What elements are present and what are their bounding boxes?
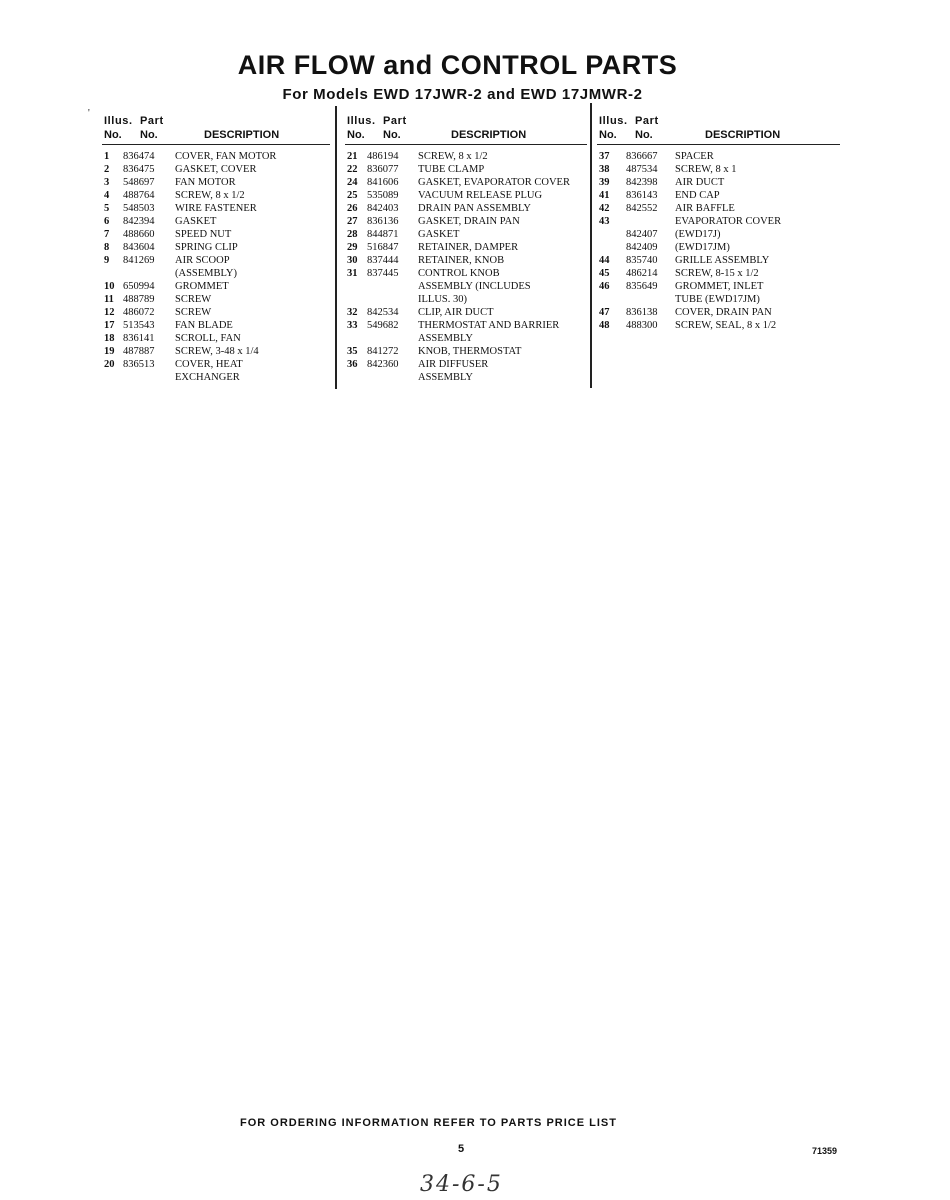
table-row <box>597 319 840 332</box>
part-number: 836513 <box>123 359 155 370</box>
table-row <box>345 241 587 254</box>
illus-number: 45 <box>599 268 610 279</box>
part-description: SCREW, SEAL, 8 x 1/2 <box>675 320 777 331</box>
part-description: SCREW, 8 x 1/2 <box>175 190 245 201</box>
ordering-note: FOR ORDERING INFORMATION REFER TO PARTS PRICE LIST <box>240 1117 617 1129</box>
table-row <box>102 358 330 371</box>
illus-number: 36 <box>347 359 358 370</box>
part-number: 842409 <box>626 242 658 253</box>
part-description: GASKET, EVAPORATOR COVER <box>418 177 570 188</box>
part-number: 843604 <box>123 242 155 253</box>
part-description: SPRING CLIP <box>175 242 238 253</box>
table-row <box>345 293 587 306</box>
part-description: THERMOSTAT AND BARRIER <box>418 320 560 331</box>
table-row <box>345 280 587 293</box>
illus-number: 18 <box>104 333 115 344</box>
part-number: 836138 <box>626 307 658 318</box>
part-number: 535089 <box>367 190 399 201</box>
illus-number: 5 <box>104 203 110 214</box>
part-description: SPACER <box>675 151 714 162</box>
illus-number: 46 <box>599 281 610 292</box>
illus-number: 1 <box>104 151 110 162</box>
part-description: ASSEMBLY <box>418 333 473 344</box>
illus-number: 24 <box>347 177 358 188</box>
tick-mark: ' <box>88 108 90 119</box>
part-description: SCREW <box>175 294 212 305</box>
table-row <box>345 150 587 163</box>
illus-number: 8 <box>104 242 110 253</box>
parts-rows <box>597 150 840 332</box>
table-row <box>102 267 330 280</box>
illus-number: 38 <box>599 164 610 175</box>
part-number: 488660 <box>123 229 155 240</box>
part-number: 842403 <box>367 203 399 214</box>
table-row <box>345 215 587 228</box>
illus-number: 35 <box>347 346 358 357</box>
illus-number: 9 <box>104 255 110 266</box>
part-number: 836077 <box>367 164 399 175</box>
part-description: ILLUS. 30) <box>418 294 467 305</box>
illus-number: 25 <box>347 190 358 201</box>
header-part: Part <box>140 115 164 127</box>
part-description: GRILLE ASSEMBLY <box>675 255 770 266</box>
part-number: 841269 <box>123 255 155 266</box>
header-part-no: No. <box>635 129 653 141</box>
illus-number: 44 <box>599 255 610 266</box>
illus-number: 20 <box>104 359 115 370</box>
header-description: DESCRIPTION <box>204 129 280 141</box>
table-row <box>597 280 840 293</box>
part-description: (EWD17JM) <box>675 242 730 253</box>
table-row <box>102 202 330 215</box>
part-description: SCREW, 3-48 x 1/4 <box>175 346 259 357</box>
part-description: END CAP <box>675 190 720 201</box>
parts-column-1 <box>102 112 330 384</box>
table-row <box>345 345 587 358</box>
illus-number: 47 <box>599 307 610 318</box>
illus-number: 21 <box>347 151 358 162</box>
table-row <box>597 267 840 280</box>
table-row <box>102 215 330 228</box>
illus-number: 29 <box>347 242 358 253</box>
part-description: SCREW <box>175 307 212 318</box>
header-description: DESCRIPTION <box>451 129 527 141</box>
part-number: 836143 <box>626 190 658 201</box>
table-row <box>345 254 587 267</box>
illus-number: 33 <box>347 320 358 331</box>
illus-number: 39 <box>599 177 610 188</box>
part-number: 836474 <box>123 151 155 162</box>
part-number: 836141 <box>123 333 155 344</box>
part-description: GROMMET <box>175 281 229 292</box>
part-number: 486072 <box>123 307 155 318</box>
illus-number: 7 <box>104 229 110 240</box>
table-row <box>597 241 840 254</box>
header-part-no: No. <box>383 129 401 141</box>
part-number: 844871 <box>367 229 399 240</box>
part-number: 487534 <box>626 164 658 175</box>
table-row <box>102 332 330 345</box>
part-description: (ASSEMBLY) <box>175 268 237 279</box>
illus-number: 22 <box>347 164 358 175</box>
table-row <box>102 163 330 176</box>
part-number: 548697 <box>123 177 155 188</box>
header-illus: Illus. <box>347 115 376 127</box>
part-description: EXCHANGER <box>175 372 240 383</box>
part-description: EVAPORATOR COVER <box>675 216 782 227</box>
part-description: RETAINER, DAMPER <box>418 242 519 253</box>
table-row <box>345 228 587 241</box>
table-row <box>345 332 587 345</box>
part-number: 836475 <box>123 164 155 175</box>
part-number: 835649 <box>626 281 658 292</box>
parts-rows <box>345 150 587 384</box>
illus-number: 2 <box>104 164 110 175</box>
table-row <box>102 319 330 332</box>
part-description: ASSEMBLY <box>418 372 473 383</box>
table-row <box>597 150 840 163</box>
header-part: Part <box>383 115 407 127</box>
part-description: VACUUM RELEASE PLUG <box>418 190 543 201</box>
part-number: 842552 <box>626 203 658 214</box>
part-number: 487887 <box>123 346 155 357</box>
table-row <box>345 267 587 280</box>
illus-number: 32 <box>347 307 358 318</box>
part-description: SCROLL, FAN <box>175 333 241 344</box>
part-number: 486194 <box>367 151 399 162</box>
part-description: CLIP, AIR DUCT <box>418 307 494 318</box>
illus-number: 17 <box>104 320 115 331</box>
table-row <box>345 358 587 371</box>
illus-number: 42 <box>599 203 610 214</box>
part-description: DRAIN PAN ASSEMBLY <box>418 203 531 214</box>
table-row <box>102 371 330 384</box>
part-number: 842534 <box>367 307 399 318</box>
part-number: 841606 <box>367 177 399 188</box>
table-row <box>597 189 840 202</box>
table-row <box>597 306 840 319</box>
part-number: 836136 <box>367 216 399 227</box>
part-description: SPEED NUT <box>175 229 232 240</box>
part-description: KNOB, THERMOSTAT <box>418 346 522 357</box>
part-description: COVER, HEAT <box>175 359 243 370</box>
table-row <box>345 306 587 319</box>
part-description: SCREW, 8-15 x 1/2 <box>675 268 759 279</box>
part-description: (EWD17J) <box>675 229 721 240</box>
illus-number: 11 <box>104 294 114 305</box>
part-description: SCREW, 8 x 1 <box>675 164 737 175</box>
part-description: CONTROL KNOB <box>418 268 500 279</box>
table-row <box>597 293 840 306</box>
part-number: 835740 <box>626 255 658 266</box>
part-number: 842398 <box>626 177 658 188</box>
header-part-no: No. <box>140 129 158 141</box>
table-row <box>102 280 330 293</box>
part-description: AIR DIFFUSER <box>418 359 489 370</box>
part-number: 488300 <box>626 320 658 331</box>
table-row <box>102 293 330 306</box>
illus-number: 3 <box>104 177 110 188</box>
page-subtitle: For Models EWD 17JWR-2 and EWD 17JMWR-2 <box>282 86 643 103</box>
part-description: AIR DUCT <box>675 177 725 188</box>
part-number: 841272 <box>367 346 399 357</box>
illus-number: 26 <box>347 203 358 214</box>
part-description: FAN BLADE <box>175 320 233 331</box>
part-description: AIR SCOOP <box>175 255 230 266</box>
part-description: AIR BAFFLE <box>675 203 735 214</box>
table-row <box>102 176 330 189</box>
part-number: 516847 <box>367 242 399 253</box>
illus-number: 19 <box>104 346 115 357</box>
illus-number: 43 <box>599 216 610 227</box>
part-description: COVER, FAN MOTOR <box>175 151 277 162</box>
page-title: AIR FLOW and CONTROL PARTS <box>237 50 678 80</box>
part-description: COVER, DRAIN PAN <box>675 307 772 318</box>
table-row <box>345 163 587 176</box>
table-row <box>597 215 840 228</box>
column-header <box>597 112 840 145</box>
illus-number: 41 <box>599 190 610 201</box>
table-row <box>345 176 587 189</box>
table-row <box>597 176 840 189</box>
part-description: GASKET <box>175 216 217 227</box>
part-description: ASSEMBLY (INCLUDES <box>418 281 531 292</box>
table-row <box>102 345 330 358</box>
part-number: 548503 <box>123 203 155 214</box>
part-number: 650994 <box>123 281 155 292</box>
part-description: RETAINER, KNOB <box>418 255 505 266</box>
part-number: 837445 <box>367 268 399 279</box>
illus-number: 12 <box>104 307 115 318</box>
part-number: 842360 <box>367 359 399 370</box>
page-number: 5 <box>458 1143 465 1155</box>
part-number: 549682 <box>367 320 399 331</box>
table-row <box>102 241 330 254</box>
column-divider <box>590 103 592 388</box>
header-illus-no: No. <box>104 129 122 141</box>
table-row <box>102 228 330 241</box>
part-description: GASKET, DRAIN PAN <box>418 216 520 227</box>
table-row <box>597 228 840 241</box>
table-row <box>345 189 587 202</box>
illus-number: 6 <box>104 216 110 227</box>
table-row <box>102 306 330 319</box>
column-divider <box>335 106 337 389</box>
table-row <box>102 254 330 267</box>
part-number: 488764 <box>123 190 155 201</box>
table-row <box>597 254 840 267</box>
column-header <box>102 112 330 145</box>
part-number: 486214 <box>626 268 658 279</box>
header-part: Part <box>635 115 659 127</box>
table-row <box>102 150 330 163</box>
table-row <box>597 202 840 215</box>
header-description: DESCRIPTION <box>705 129 781 141</box>
illus-number: 31 <box>347 268 358 279</box>
header-illus: Illus. <box>104 115 133 127</box>
illus-number: 48 <box>599 320 610 331</box>
part-description: SCREW, 8 x 1/2 <box>418 151 488 162</box>
part-description: TUBE (EWD17JM) <box>675 294 760 305</box>
part-description: GROMMET, INLET <box>675 281 764 292</box>
part-number: 842394 <box>123 216 155 227</box>
illus-number: 37 <box>599 151 610 162</box>
part-number: 488789 <box>123 294 155 305</box>
part-number: 836667 <box>626 151 658 162</box>
part-description: GASKET <box>418 229 460 240</box>
illus-number: 28 <box>347 229 358 240</box>
part-number: 513543 <box>123 320 155 331</box>
handwritten-note: 34-6-5 <box>420 1172 503 1197</box>
header-illus-no: No. <box>599 129 617 141</box>
table-row <box>345 202 587 215</box>
illus-number: 30 <box>347 255 358 266</box>
parts-rows <box>102 150 330 384</box>
part-number: 842407 <box>626 229 658 240</box>
column-header <box>345 112 587 145</box>
header-illus: Illus. <box>599 115 628 127</box>
header-illus-no: No. <box>347 129 365 141</box>
part-description: WIRE FASTENER <box>175 203 257 214</box>
part-description: TUBE CLAMP <box>418 164 485 175</box>
part-description: GASKET, COVER <box>175 164 257 175</box>
table-row <box>345 371 587 384</box>
table-row <box>102 189 330 202</box>
table-row <box>345 319 587 332</box>
illus-number: 27 <box>347 216 358 227</box>
parts-column-2 <box>345 112 587 384</box>
document-number: 71359 <box>812 1146 838 1156</box>
parts-column-3 <box>597 112 840 332</box>
table-row <box>597 163 840 176</box>
illus-number: 10 <box>104 281 115 292</box>
part-number: 837444 <box>367 255 399 266</box>
illus-number: 4 <box>104 190 110 201</box>
part-description: FAN MOTOR <box>175 177 236 188</box>
